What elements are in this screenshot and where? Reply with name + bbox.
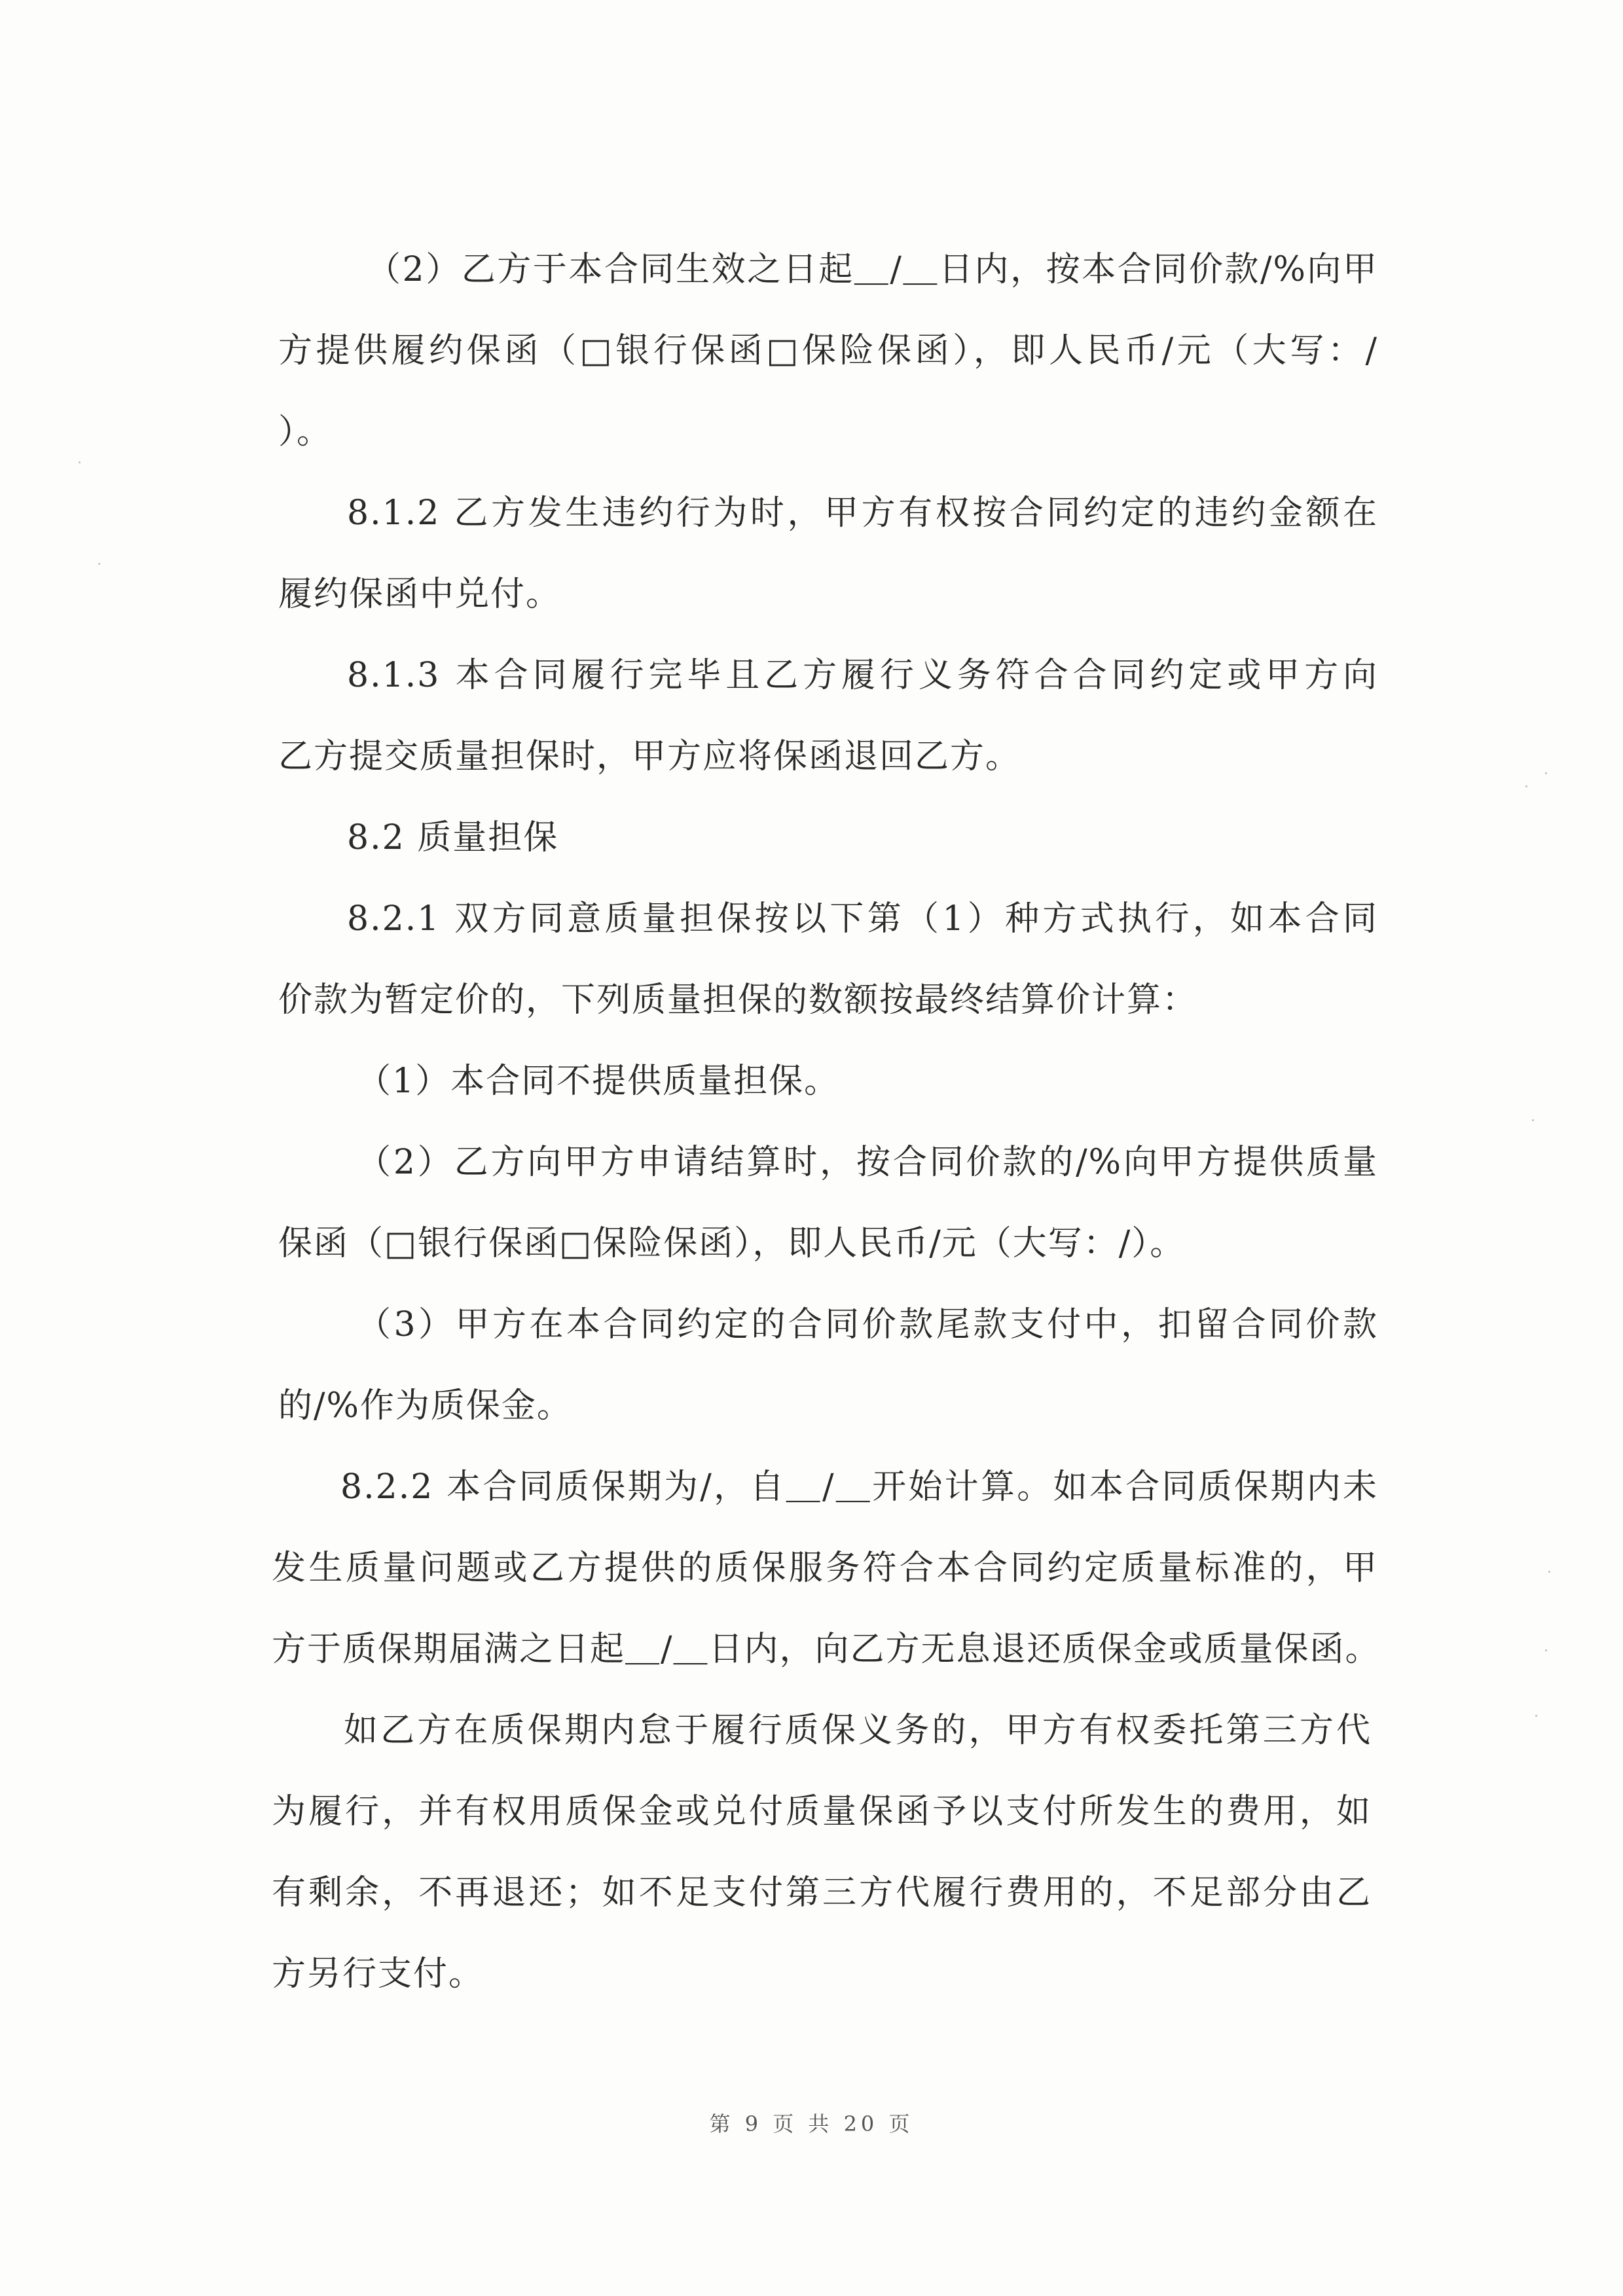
- scan-speck: [1548, 1571, 1550, 1573]
- section-8-2-heading: 8.2 质量担保: [347, 818, 559, 857]
- clause-8-2-1-line-2: 价款为暂定价的，下列质量担保的数额按最终结算价计算：: [278, 980, 1198, 1020]
- clause-8-2-1-2-line-2: 保函（□银行保函□保险保函），即人民币/元（大写：/）。: [278, 1224, 1186, 1263]
- clause-8-1-1-2-line-1: （2）乙方于本合同生效之日起＿/＿日内，按本合同价款/%向甲: [367, 250, 1378, 289]
- clause-8-2-2-line-2: 发生质量问题或乙方提供的质保服务符合本合同约定质量标准的，甲: [272, 1549, 1378, 1588]
- clause-8-2-2-line-3: 方于质保期届满之日起＿/＿日内，向乙方无息退还质保金或质量保函。: [272, 1630, 1381, 1669]
- clause-8-2-1-line-1: 8.2.1 双方同意质量担保按以下第（1）种方式执行，如本合同: [347, 899, 1378, 939]
- clause-8-1-3-line-1: 8.1.3 本合同履行完毕且乙方履行义务符合合同约定或甲方向: [347, 656, 1378, 695]
- paragraph-third-party-line-1: 如乙方在质保期内怠于履行质保义务的，甲方有权委托第三方代: [344, 1711, 1372, 1750]
- paragraph-third-party-line-3: 有剩余，不再退还；如不足支付第三方代履行费用的，不足部分由乙: [272, 1873, 1372, 1912]
- clause-8-1-3-line-2: 乙方提交质量担保时，甲方应将保函退回乙方。: [278, 737, 1021, 776]
- clause-8-2-1-2-line-1: （2）乙方向甲方申请结算时，按合同价款的/%向甲方提供质量: [357, 1143, 1378, 1182]
- clause-8-1-1-2-line-3: ）。: [278, 412, 333, 452]
- scan-speck: [1532, 1119, 1534, 1121]
- clause-8-1-1-2-line-2: 方提供履约保函（□银行保函□保险保函），即人民币/元（大写：/: [278, 331, 1378, 370]
- clause-8-1-2-line-1: 8.1.2 乙方发生违约行为时，甲方有权按合同约定的违约金额在: [347, 493, 1378, 533]
- clause-8-2-1-3-line-1: （3）甲方在本合同约定的合同价款尾款支付中，扣留合同价款: [357, 1305, 1378, 1344]
- scan-speck: [1545, 1649, 1547, 1651]
- paragraph-third-party-line-2: 为履行，并有权用质保金或兑付质量保函予以支付所发生的费用，如: [272, 1792, 1372, 1831]
- scan-speck: [79, 461, 81, 463]
- scan-speck: [1525, 785, 1527, 787]
- clause-8-2-1-1: （1）本合同不提供质量担保。: [357, 1062, 840, 1101]
- scan-speck: [1535, 1715, 1537, 1717]
- scan-speck: [98, 563, 100, 565]
- clause-8-2-2-line-1: 8.2.2 本合同质保期为/，自＿/＿开始计算。如本合同质保期内未: [340, 1467, 1378, 1507]
- clause-8-1-2-line-2: 履约保函中兑付。: [278, 575, 562, 614]
- clause-8-2-1-3-line-2: 的/%作为质保金。: [278, 1386, 572, 1426]
- scan-speck: [1545, 772, 1547, 774]
- paragraph-third-party-line-4: 方另行支付。: [272, 1954, 484, 1994]
- page-number-footer: 第 9 页 共 20 页: [709, 2111, 914, 2136]
